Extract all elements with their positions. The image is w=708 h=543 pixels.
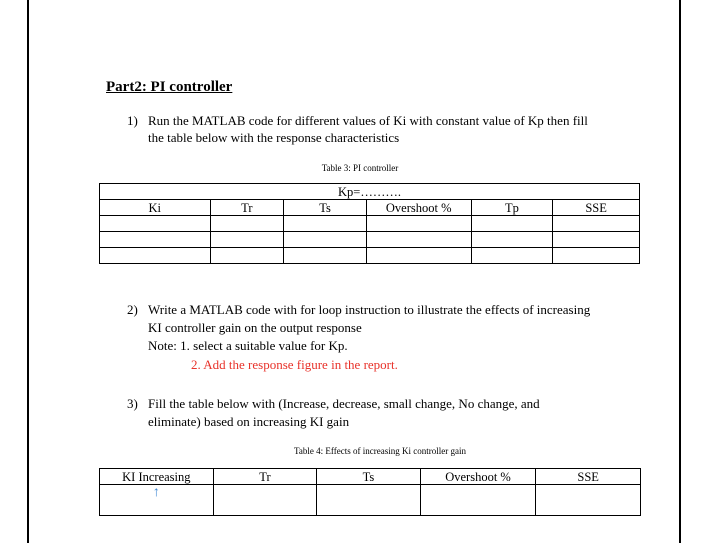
item2-note1: Note: 1. select a suitable value for Kp.	[148, 338, 348, 353]
table-cell[interactable]	[366, 248, 471, 264]
table3-kp-cell[interactable]: Kp=……….	[100, 184, 640, 200]
table-cell[interactable]	[100, 216, 211, 232]
table-cell[interactable]	[317, 485, 421, 516]
table-cell	[100, 485, 214, 516]
table-cell[interactable]	[553, 216, 640, 232]
table3-header-sse: SSE	[553, 200, 640, 216]
item1-line2: the table below with the response characteristics	[148, 130, 400, 145]
table3-kp-row	[100, 184, 640, 200]
table3-header-ki: Ki	[100, 200, 211, 216]
table-row	[100, 485, 641, 516]
table-cell[interactable]	[536, 485, 641, 516]
table-row	[100, 216, 640, 232]
table-cell[interactable]	[471, 232, 553, 248]
table-cell[interactable]	[471, 248, 553, 264]
item1-number: 1)	[127, 113, 138, 128]
table-cell[interactable]	[553, 248, 640, 264]
table-cell[interactable]	[210, 232, 284, 248]
table-cell[interactable]	[471, 216, 553, 232]
table-cell[interactable]	[213, 485, 317, 516]
table3-header-tr: Tr	[210, 200, 284, 216]
table4	[99, 468, 641, 516]
item2-line1: Write a MATLAB code with for loop instruction to illustrate the effects of increasing	[148, 302, 591, 317]
table-cell[interactable]	[553, 232, 640, 248]
table-cell[interactable]	[284, 216, 367, 232]
item2-line2: KI controller gain on the output response	[148, 320, 362, 335]
table-cell[interactable]	[284, 248, 367, 264]
table4-header-overshoot: Overshoot %	[420, 469, 536, 485]
table4-header-ki-increasing: KI Increasing	[100, 469, 214, 485]
table-cell[interactable]	[284, 232, 367, 248]
table4-header-sse: SSE	[536, 469, 641, 485]
table3-header-ts: Ts	[284, 200, 367, 216]
table4-header-tr: Tr	[213, 469, 317, 485]
part-heading: Part2: PI controller	[106, 79, 233, 95]
item2-number: 2)	[127, 302, 138, 317]
table3-header-overshoot: Overshoot %	[366, 200, 471, 216]
table4-header-ts: Ts	[317, 469, 421, 485]
table-row	[100, 248, 640, 264]
table3-caption: Table 3: PI controller	[321, 163, 399, 173]
table3-header-row	[100, 200, 640, 216]
item2-note2: 2. Add the response figure in the report.	[191, 357, 398, 372]
table-cell[interactable]	[100, 248, 211, 264]
item3-number: 3)	[127, 396, 138, 411]
table3-header-tp: Tp	[471, 200, 553, 216]
item3-line1: Fill the table below with (Increase, decrease, small change, No change, and	[148, 396, 540, 411]
table-row	[100, 232, 640, 248]
table-cell[interactable]	[420, 485, 536, 516]
arrow-up-icon: ↑	[152, 485, 160, 500]
table4-caption: Table 4: Effects of increasing Ki controller gain	[294, 446, 466, 456]
table-cell[interactable]	[366, 216, 471, 232]
table3	[99, 183, 640, 264]
table-cell[interactable]	[100, 232, 211, 248]
item1-line1: Run the MATLAB code for different values of Ki with constant value of Kp then fill	[148, 113, 588, 128]
table-cell[interactable]	[210, 216, 284, 232]
item3-line2: eliminate) based on increasing KI gain	[148, 414, 350, 429]
table-cell[interactable]	[210, 248, 284, 264]
table4-header-row	[100, 469, 641, 485]
table-cell[interactable]	[366, 232, 471, 248]
